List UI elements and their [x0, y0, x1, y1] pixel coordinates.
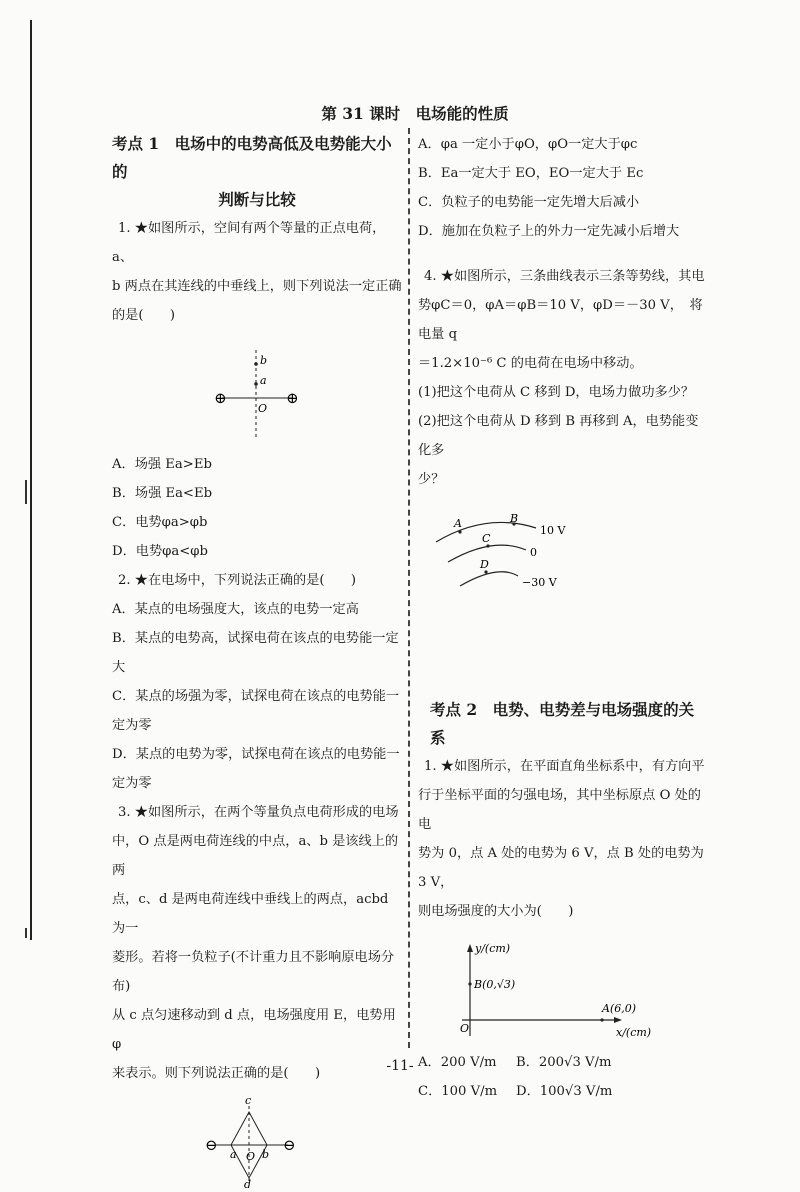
- point-a: [254, 382, 258, 386]
- question-2-option: B．某点的电势高，试探电荷在该点的电势能一定: [112, 631, 399, 646]
- question-4-line: 势φC＝0，φA＝φB＝10 V，φD＝－30 V， 将电量 q: [418, 298, 703, 342]
- potential-10v-label: 10 V: [540, 524, 566, 537]
- label-a: a: [230, 1148, 237, 1161]
- equipotential-lines-diagram: [418, 494, 708, 604]
- question-4-line: ＝1.2×10⁻⁶ C 的电荷在电场中移动。: [418, 356, 643, 371]
- question-3-line: 中，O 点是两电荷连线的中点，a、b 是该线上的两: [112, 834, 399, 878]
- question-4-line: 少？: [418, 472, 445, 487]
- question-2-option: C．某点的场强为零，试探电荷在该点的电势能一: [112, 689, 400, 704]
- label-B: B(0,√3): [474, 978, 516, 991]
- question-3-line: 从 c 点匀速移动到 d 点，电场强度用 E，电势用φ: [112, 1008, 396, 1052]
- question-4: [418, 262, 708, 604]
- two-positive-charges-diagram: [112, 330, 402, 450]
- question-3-line: 3. ★如图所示，在两个等量负点电荷形成的电场: [118, 805, 399, 820]
- question-2-option: D．某点的电势为零，试探电荷在该点的电势能一: [112, 747, 400, 762]
- coordinate-system-diagram: [418, 926, 708, 1048]
- question-1-line: 的是( ): [112, 308, 176, 323]
- question-3-option: C．负粒子的电势能一定先增大后减小: [418, 195, 640, 210]
- question-2-option: 定为零: [112, 718, 152, 733]
- point-A: [458, 530, 461, 533]
- page-margin-mark: [25, 480, 27, 504]
- y-axis-arrow: [467, 944, 473, 952]
- label-A: A(6,0): [602, 1002, 637, 1015]
- question-3-option: D．施加在负粒子上的外力一定先减小后增大: [418, 224, 680, 239]
- question-3-option: B．Ea一定大于 EO，EO一定大于 Ec: [418, 166, 644, 181]
- question-3-options: [418, 130, 708, 246]
- positive-charge-left: ⊕: [214, 389, 227, 407]
- potential-neg30v-label: −30 V: [522, 576, 557, 589]
- question-5-option: D．100√3 V/m: [516, 1084, 613, 1099]
- question-5-line: 1. ★如图所示，在平面直角坐标系中，有方向平: [424, 759, 705, 774]
- right-column: [418, 130, 708, 1106]
- question-1-line: 1. ★如图所示，空间有两个等量的正点电荷，a、: [112, 221, 386, 265]
- question-3: [112, 798, 402, 1188]
- label-c: c: [245, 1094, 252, 1107]
- question-1-option: C．电势φa>φb: [112, 515, 208, 530]
- question-3-line: 来表示。则下列说法正确的是( ): [112, 1066, 321, 1081]
- label-o: O: [258, 402, 268, 415]
- negative-charge-right: ⊖: [283, 1136, 296, 1154]
- label-C: C: [482, 532, 491, 545]
- question-4-line: (1)把这个电荷从 C 移到 D，电场力做功多少？: [418, 385, 695, 400]
- question-3-line: 点，c、d 是两电荷连线中垂线上的两点，acbd 为一: [112, 892, 389, 936]
- label-a: a: [260, 374, 267, 387]
- left-column: [112, 130, 402, 1188]
- label-B: B: [510, 512, 519, 525]
- question-2-option: 大: [112, 660, 126, 675]
- question-1: [112, 214, 402, 566]
- page-margin-rule: [30, 20, 32, 940]
- question-2-option: 定为零: [112, 776, 152, 791]
- section1-heading: [112, 130, 402, 214]
- y-axis-label: y/(cm): [475, 942, 511, 955]
- question-1-option: D．电势φa<φb: [112, 544, 208, 559]
- question-3-figure: [112, 1088, 402, 1188]
- label-O: O: [460, 1022, 470, 1035]
- label-d: d: [244, 1178, 252, 1188]
- question-5-option: B．200√3 V/m: [516, 1055, 612, 1070]
- question-5-option: A．200 V/m: [418, 1055, 497, 1070]
- question-5-line: 行于坐标平面的匀强电场，其中坐标原点 O 处的电: [418, 788, 701, 832]
- point-A: [600, 1018, 603, 1021]
- label-A: A: [454, 517, 462, 530]
- question-5: [418, 752, 708, 1106]
- x-axis-label: x/(cm): [616, 1026, 652, 1039]
- negative-charge-left: ⊖: [205, 1136, 218, 1154]
- positive-charge-right: ⊕: [286, 389, 299, 407]
- question-5-option: C．100 V/m: [418, 1084, 498, 1099]
- question-5-figure: [418, 926, 708, 1048]
- section2-heading: 考点 2 电势、电势差与电场强度的关系: [430, 700, 695, 747]
- rhombus-charges-diagram: [112, 1088, 402, 1188]
- column-divider: [408, 128, 410, 1048]
- page-number: -11-: [386, 1058, 414, 1074]
- question-3-line: 菱形。若将一负粒子(不计重力且不影响原电场分布): [112, 950, 395, 994]
- potential-0v-label: 0: [530, 546, 537, 559]
- question-4-figure: [418, 494, 708, 604]
- question-1-option: A．场强 Ea>Eb: [112, 457, 212, 472]
- point-b: [254, 362, 258, 366]
- label-D: D: [480, 558, 489, 571]
- question-1-figure: [112, 330, 402, 450]
- section1-heading-line2: 判断与比较: [218, 190, 296, 209]
- question-2: [112, 566, 402, 798]
- question-4-line: (2)把这个电荷从 D 移到 B 再移到 A，电势能变化多: [418, 414, 699, 458]
- question-5-line: 则电场强度的大小为( ): [418, 904, 574, 919]
- label-o: O: [246, 1150, 256, 1163]
- question-1-line: b 两点在其连线的中垂线上，则下列说法一定正确: [112, 279, 402, 294]
- question-5-options: [418, 1048, 708, 1106]
- lesson-title: 第 31 课时 电场能的性质: [321, 104, 509, 123]
- question-1-option: B．场强 Ea<Eb: [112, 486, 213, 501]
- question-2-line: 2. ★在电场中，下列说法正确的是( ): [118, 573, 357, 588]
- question-2-option: A．某点的电场强度大，该点的电势一定高: [112, 602, 359, 617]
- question-5-line: 势为 0，点 A 处的电势为 6 V，点 B 处的电势为 3 V，: [418, 846, 704, 890]
- page-margin-mark: [25, 928, 27, 938]
- point-B: [468, 982, 471, 985]
- label-b: b: [262, 1148, 270, 1161]
- section1-heading-line1: 考点 1 电场中的电势高低及电势能大小的: [112, 134, 392, 181]
- question-3-option: A．φa 一定小于φO，φO一定大于φc: [418, 137, 638, 152]
- question-4-line: 4. ★如图所示，三条曲线表示三条等势线，其电: [424, 269, 705, 284]
- equipotential-neg30v: [460, 572, 518, 586]
- label-b: b: [260, 354, 268, 367]
- x-axis-arrow: [614, 1017, 622, 1023]
